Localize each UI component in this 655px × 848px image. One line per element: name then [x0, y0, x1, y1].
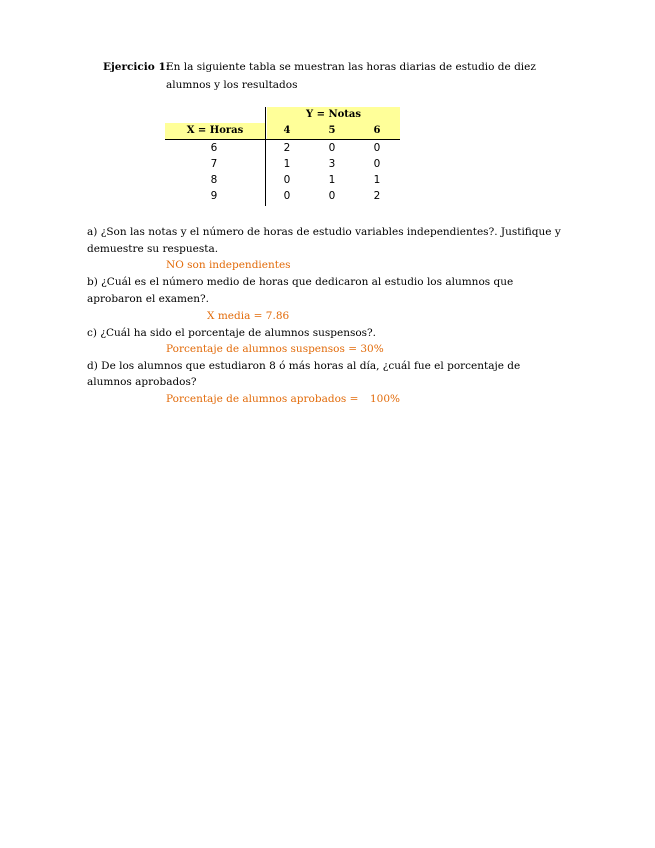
answer-a: NO son independientes — [166, 259, 291, 271]
table-cell: 0 — [328, 190, 336, 202]
table-horizontal-divider — [165, 139, 400, 140]
table-y-value: 5 — [328, 125, 336, 136]
table-cell: 0 — [283, 190, 291, 202]
answer-d-label: Porcentaje de alumnos aprobados = — [166, 393, 359, 405]
table-cell: 2 — [283, 142, 291, 154]
question-c-line-1: c) ¿Cuál ha sido el porcentaje de alumnos suspensos?. — [87, 327, 377, 339]
question-a-line-2: demuestre su respuesta. — [87, 243, 219, 255]
table-cell: 2 — [373, 190, 381, 202]
question-d-line-2: alumnos aprobados? — [87, 376, 197, 388]
table-cell: 1 — [373, 174, 381, 186]
answer-d-value: 100% — [370, 393, 401, 405]
question-b-line-2: aprobaron el examen?. — [87, 293, 209, 305]
table-cell: 3 — [328, 158, 336, 170]
table-y-header: Y = Notas — [305, 109, 362, 120]
table-row-x: 8 — [210, 174, 218, 186]
table-y-value: 6 — [373, 125, 381, 136]
exercise-intro-line-1: En la siguiente tabla se muestran las horas diarias de estudio de diez — [166, 61, 536, 73]
table-cell: 0 — [373, 142, 381, 154]
exercise-intro-line-2: alumnos y los resultados — [166, 79, 298, 91]
question-a-line-1: a) ¿Son las notas y el número de horas de estudio variables independientes?. Justifique y — [87, 226, 561, 238]
table-y-value: 4 — [283, 125, 291, 136]
table-row-x: 7 — [210, 158, 218, 170]
table-cell: 0 — [328, 142, 336, 154]
table-cell: 1 — [328, 174, 336, 186]
table-x-header: X = Horas — [186, 125, 244, 136]
table-cell: 1 — [283, 158, 291, 170]
question-b-line-1: b) ¿Cuál es el número medio de horas que dedicaron al estudio los alumnos que — [87, 276, 514, 288]
table-row-x: 9 — [210, 190, 218, 202]
answer-b: X media = 7.86 — [207, 310, 290, 322]
table-row-x: 6 — [210, 142, 218, 154]
exercise-label: Ejercicio 1: — [103, 61, 170, 73]
table-cell: 0 — [373, 158, 381, 170]
table-cell: 0 — [283, 174, 291, 186]
question-d-line-1: d) De los alumnos que estudiaron 8 ó más horas al día, ¿cuál fue el porcentaje de — [87, 360, 521, 372]
table-vertical-divider — [265, 107, 266, 206]
answer-c: Porcentaje de alumnos suspensos = 30% — [166, 343, 384, 355]
